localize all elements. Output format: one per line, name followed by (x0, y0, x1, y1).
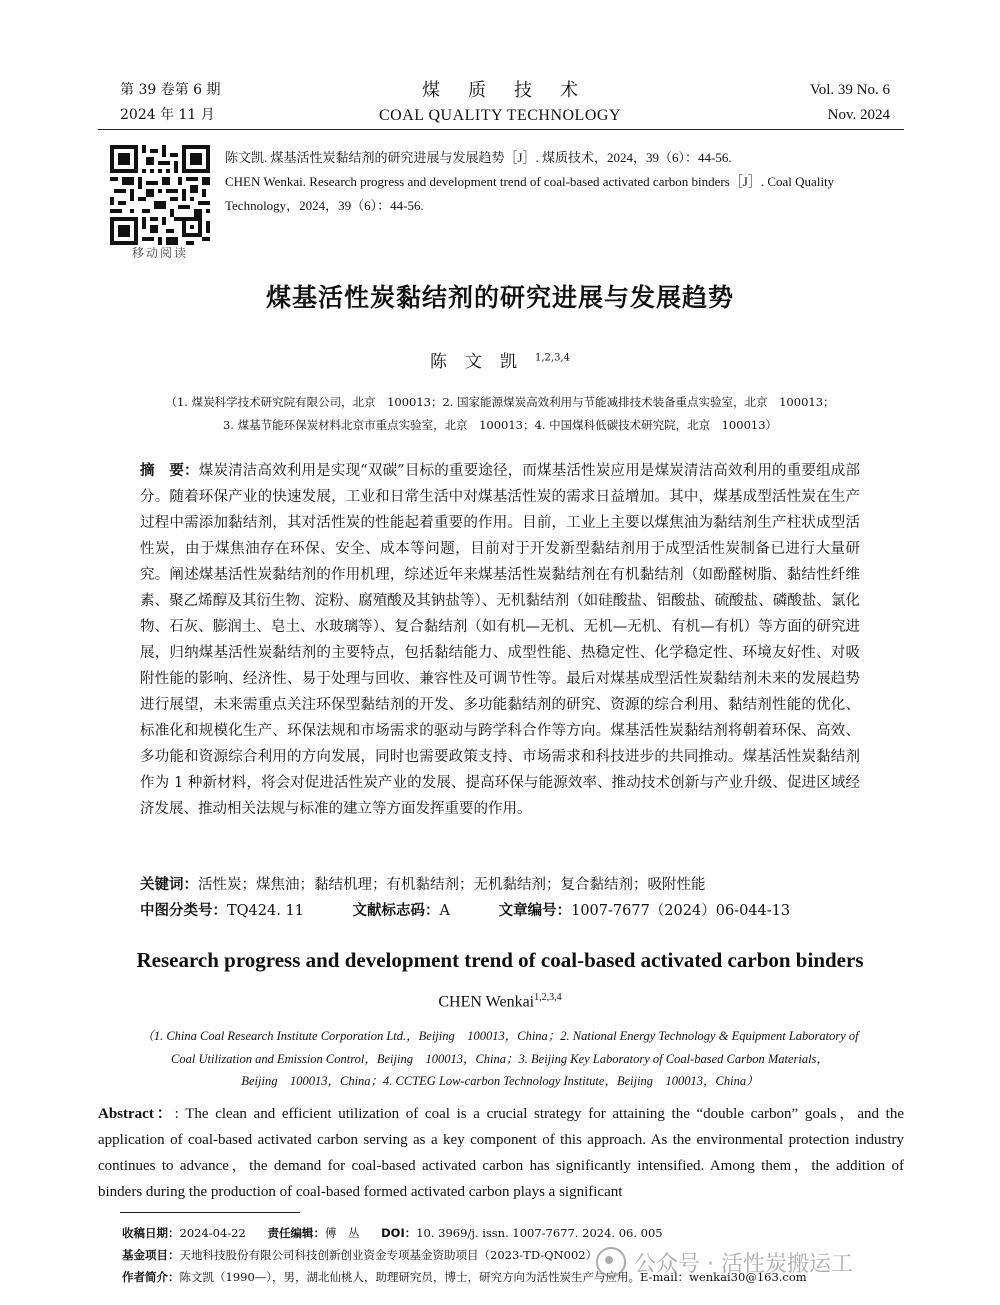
article-number: 文章编号：1007-7677（2024）06-044-13 (498, 903, 791, 919)
author-name-cn: 陈文凯 (430, 352, 535, 372)
date-cn: 2024 年 11 月 (120, 107, 215, 123)
wechat-account-icon (596, 1247, 626, 1277)
journal-name-cn: 煤质技术 (422, 80, 606, 101)
abstract-cn (140, 458, 860, 822)
responsible-editor: 傅 丛 (324, 1226, 360, 1240)
journal-name-en: COAL QUALITY TECHNOLOGY (379, 107, 621, 124)
footnote-received-line: 收稿日期：2024-04-22 责任编辑：傅 丛 DOI：10. 3969/j. issn. 1007-7677. 2024. 06. 005 (122, 1226, 663, 1240)
abstract-label-en: Abstract： (98, 1106, 175, 1122)
footnote-fund-line: 基金项目：天地科技股份有限公司科技创新创业资金专项基金资助项目（2023-TD-QN002） (122, 1248, 598, 1262)
document-code: 文献标志码：A (352, 903, 450, 919)
abstract-label-cn: 摘 要： (140, 463, 199, 479)
affiliations-en (120, 1025, 880, 1093)
author-affiliation-marks-cn: 1,2,3,4 (535, 352, 570, 364)
received-date: 2024-04-22 (179, 1226, 246, 1240)
clc-number: 中图分类号：TQ424. 11 (140, 903, 304, 919)
keywords-text-cn: 活性炭；煤焦油；黏结机理；有机黏结剂；无机黏结剂；复合黏结剂；吸附性能 (198, 877, 706, 893)
author-bio: 陈文凯（1990—），男，湖北仙桃人，助理研究员，博士，研究方向为活性炭生产与应用。E-mail：wenkai30@163.com (179, 1270, 807, 1284)
author-affiliation-marks-en: 1,2,3,4 (534, 992, 562, 1003)
citation-en: CHEN Wenkai. Research progress and development trend of coal-based activated carbon binders［J］. Coal Quality Technology，2024，39（6）：44-56. (225, 174, 835, 213)
qr-code-icon[interactable] (110, 145, 210, 245)
watermark-text: 公众号 · 活性炭搬运工 (634, 1251, 853, 1277)
affiliations-cn (100, 391, 900, 437)
affiliation-line: Coal Utilization and Emission Control，Beijing 100013，China；3. Beijing Key Laboratory of Coal-based Carbon Materials， (171, 1051, 829, 1066)
watermark (596, 1240, 976, 1284)
keywords-label-cn: 关键词： (140, 877, 198, 893)
affiliation-line: Beijing 100013，China；4. CCTEG Low-carbon Technology Institute，Beijing 100013，China） (241, 1074, 759, 1088)
volume-issue-cn: 第 39 卷第 6 期 (120, 82, 221, 98)
paper-title-cn: 煤基活性炭黏结剂的研究进展与发展趋势 (265, 283, 734, 312)
abstract-en (98, 1101, 904, 1205)
volume-issue-en: Vol. 39 No. 6 (809, 82, 890, 98)
doi-link[interactable]: 10. 3969/j. issn. 1007-7677. 2024. 06. 005 (416, 1226, 663, 1240)
affiliation-line: 3. 煤基节能环保炭材料北京市重点实验室，北京 100013；4. 中国煤科低碳技术研究院，北京 100013） (222, 418, 778, 432)
abstract-text-cn: 煤炭清洁高效利用是实现“双碳”目标的重要途径，而煤基活性炭应用是煤炭清洁高效利用的重要组成部分。随着环保产业的快速发展，工业和日常生活中对煤基活性炭的需求日益增加。其中，煤基成型活性炭在生产过程中需添加黏结剂，其对活性炭的性能起着重要的作用。目前，工业上主要以煤焦油为黏结剂生产柱状成型活性炭，由于煤焦油存在环保、安全、成本等问题，目前对于开发新型黏结剂用于成型活性炭制备已进行大量研究。阐述煤基活性炭黏结剂的作用机理，综述近年来煤基活性炭黏结剂在有机黏结剂（如酚醛树脂、黏结性纤维素、聚乙烯醇及其衍生物、淀粉、腐殖酸及其钠盐等）、无机黏结剂（如硅酸盐、铝酸盐、硫酸盐、磷酸盐、氯化物、石灰、膨润土、皂土、水玻璃等）、复合黏结剂（如有机—无机、无机—无机、有机—有机）等方面的研究进展，归纳煤基活性炭黏结剂的主要特点，包括黏结能力、成型性能、热稳定性、化学稳定性、环境友好性、对吸附性能的影响、经济性、易于处理与回收、兼容性及可调节性等。最后对煤基成型活性炭黏结剂未来的发展趋势进行展望，未来需重点关注环保型黏结剂的开发、多功能黏结剂的研究、资源的综合利用、黏结剂性能的优化、标准化和规模化生产、环保法规和市场需求的驱动与跨学科合作等方向。煤基活性炭黏结剂将朝着环保、高效、多功能和资源综合利用的方向发展，同时也需要政策支持、市场需求和科技进步的共同推动。煤基活性炭黏结剂作为 1 种新材料，将会对促进活性炭产业的发展、提高环保与能源效率、推动技术创新与产业升级、促进区域经济发展、推动相关法规与标准的建立等方面发挥重要的作用。 (140, 463, 860, 817)
header-right (810, 78, 890, 128)
classification-line (140, 898, 870, 924)
paper-title-en: Research progress and development trend of coal-based activated carbon binders (136, 948, 864, 972)
abstract-text-en: : The clean and efficient utilization of coal is a crucial strategy for attaining the “double carbon” goals，and the application of coal-based activated carbon serving as a key component of this approach. As the environmental protection industry continues to advance，the demand for coal-based activated carbon has significantly intensified. Among them，the addition of binders during the production of coal-based formed activated carbon plays a significant (98, 1106, 904, 1200)
footnote-bio-line: 作者简介：陈文凯（1990—），男，湖北仙桃人，助理研究员，博士，研究方向为活性炭生产与应用。E-mail：wenkai30@163.com (122, 1270, 807, 1284)
citation-cn: 陈文凯. 煤基活性炭黏结剂的研究进展与发展趋势［J］. 煤质技术，2024，39（6）：44-56. (225, 150, 732, 165)
affiliation-line: （1. 煤炭科学技术研究院有限公司，北京 100013；2. 国家能源煤炭高效利用与节能减排技术装备重点实验室，北京 100013； (165, 395, 835, 409)
author-en (0, 992, 1000, 1011)
qr-caption: 移动阅读 (131, 246, 188, 260)
fund-text: 天地科技股份有限公司科技创新创业资金专项基金资助项目（2023-TD-QN002） (179, 1248, 598, 1262)
header-rule (98, 129, 904, 130)
keywords-cn (140, 872, 860, 898)
footnote-rule (120, 1212, 300, 1213)
author-cn (0, 347, 1000, 372)
citation-block (225, 146, 905, 218)
affiliation-line: （1. China Coal Research Institute Corporation Ltd.，Beijing 100013，China；2. National Energy Technology & Equipment Laboratory of (141, 1029, 859, 1043)
author-name-en: CHEN Wenkai (438, 993, 535, 1011)
date-en: Nov. 2024 (827, 107, 890, 123)
